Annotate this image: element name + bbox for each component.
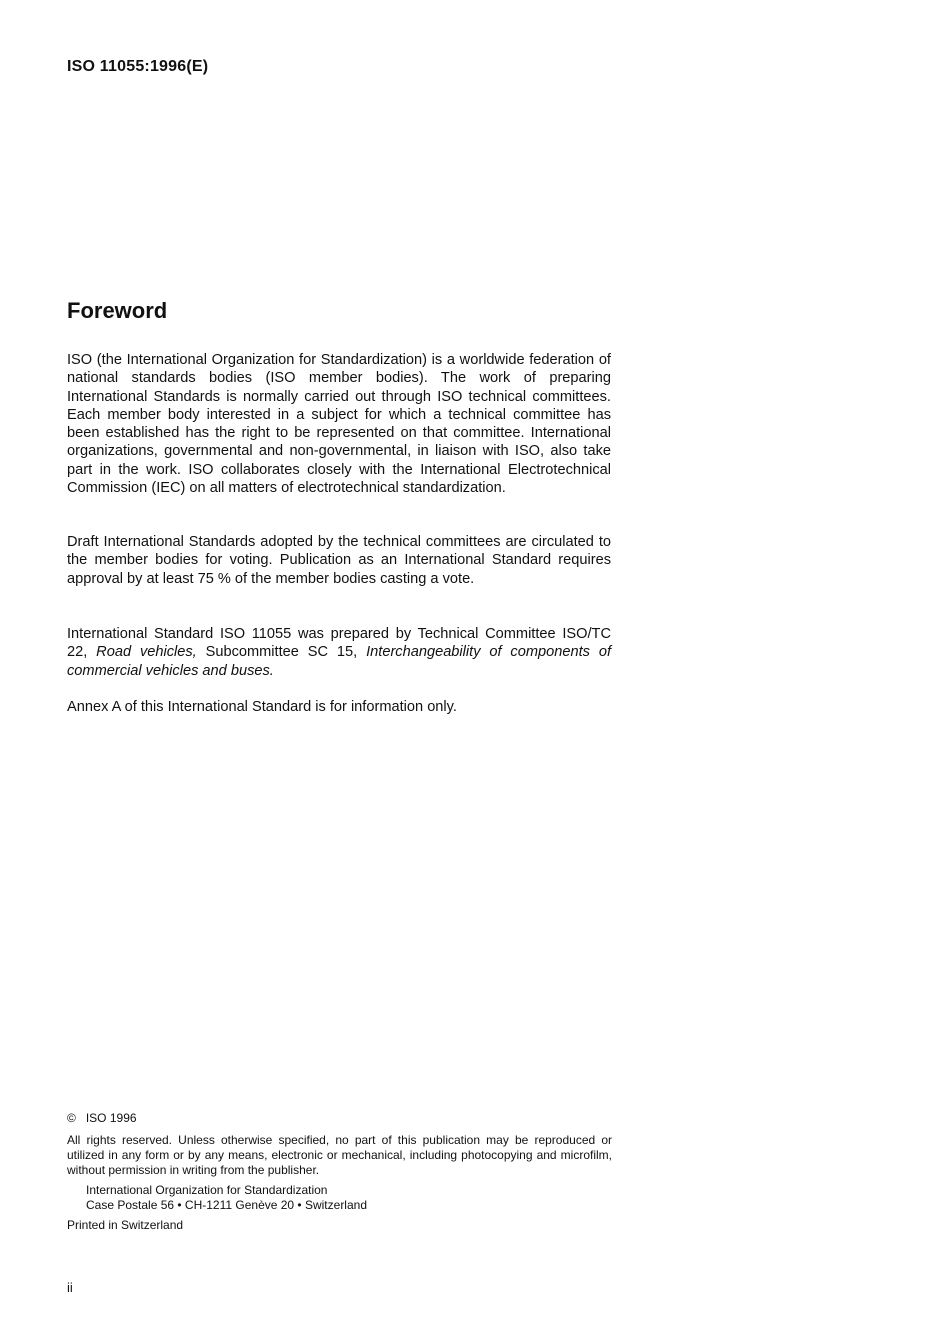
committee-name: Road vehicles,	[96, 644, 197, 661]
rights-notice: All rights reserved. Unless otherwise specified, no part of this publication may be reproduced or utilized in any form or by any means, electronic or mechanical, including photocopying and microfilm, without permission in writing from the publisher.	[67, 1133, 612, 1177]
foreword-paragraph-1: ISO (the International Organization for Standardization) is a worldwide federation of national standards bodies (ISO member bodies). The work of preparing International Standards is normally carried out through ISO technical committees. Each member body interested in a subject for which a technical committee has been established has the right to be represented on that committee. International organizations, governmental and non-governmental, in liaison with ISO, also take part in the work. ISO collaborates closely with the International Electrotechnical Commission (IEC) on all matters of electrotechnical standardization.	[67, 352, 611, 497]
paragraph-3-text-a: International Standard ISO 11055 was prepared by Technical Committee ISO/TC 22,	[67, 626, 611, 661]
paragraph-3-text-b: Subcommittee SC 15,	[196, 644, 367, 661]
copyright-symbol: ©	[67, 1111, 76, 1125]
printed-in: Printed in Switzerland	[67, 1218, 184, 1232]
foreword-heading: Foreword	[67, 298, 168, 323]
foreword-paragraph-2: Draft International Standards adopted by the technical committees are circulated to the member bodies for voting. Publication as an International Standard requires approval by at least 75 % of the member bodies casting a vote.	[67, 534, 611, 587]
subcommittee-name: Interchangeability of components of commercial vehicles and buses.	[67, 644, 611, 679]
foreword-paragraph-3	[67, 625, 611, 680]
org-address: Case Postale 56 • CH-1211 Genève 20 • Switzerland	[86, 1198, 367, 1212]
copyright-text: ISO 1996	[85, 1111, 137, 1125]
page-number: ii	[67, 1280, 73, 1295]
copyright-line	[67, 1111, 612, 1126]
document-id: ISO 11055:1996(E)	[67, 58, 209, 75]
org-name: International Organization for Standardization	[86, 1183, 328, 1197]
foreword-paragraph-4: Annex A of this International Standard is for information only.	[67, 699, 457, 715]
publisher-address	[86, 1183, 612, 1213]
